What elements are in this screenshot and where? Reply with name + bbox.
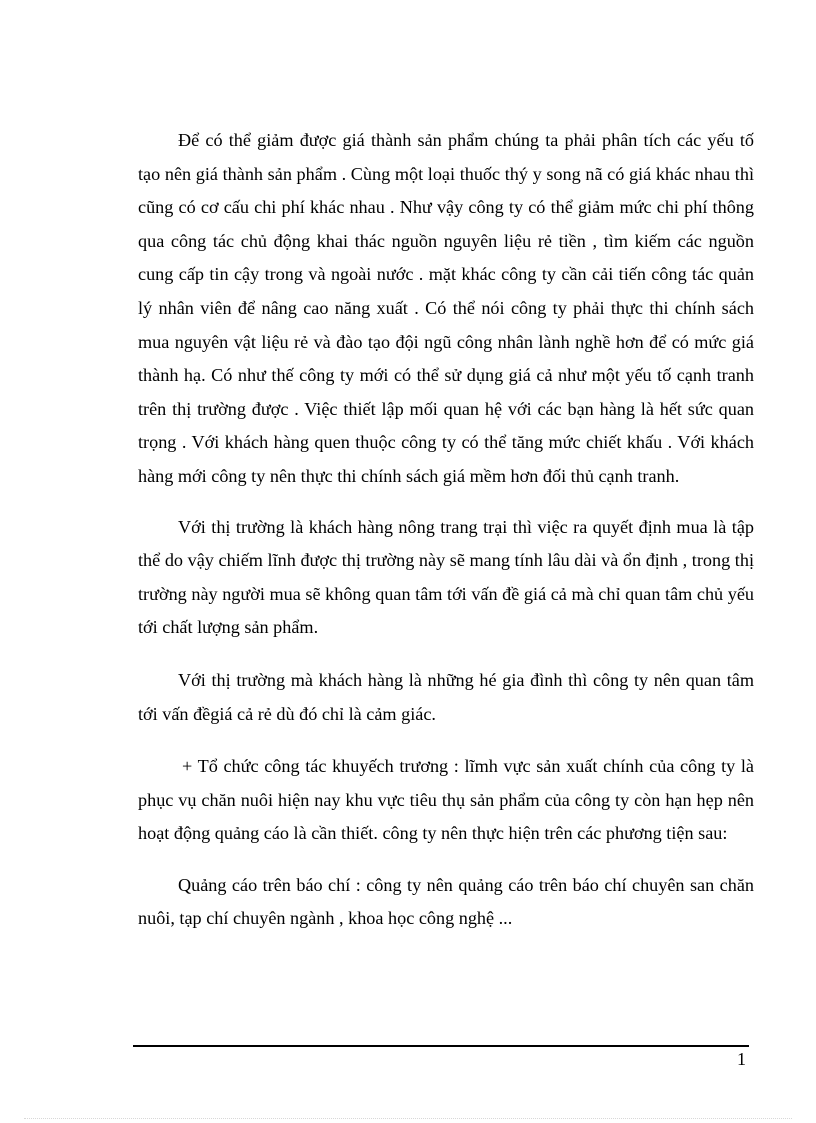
footer-divider — [133, 1045, 749, 1047]
document-body — [138, 124, 754, 936]
paragraph-price-reduction: Để có thể giảm được giá thành sản phẩm chúng ta phải phân tích các yếu tố tạo nên giá thành sản phẩm . Cùng một loại thuốc thý y song nã có giá khác nhau thì cũng có cơ cấu chi phí khác nhau . Như vậy công ty có thể giảm mức chi phí thông qua công tác chủ động khai thác nguồn nguyên liệu rẻ tiền , tìm kiếm các nguồn cung cấp tin cậy trong và ngoài nước . mặt khác công ty cần cải tiến công tác quản lý nhân viên để nâng cao năng xuất . Có thể nói công ty phải thực thi chính sách mua nguyên vật liệu rẻ và đào tạo đội ngũ công nhân lành nghề hơn để có mức giá thành hạ. Có như thế công ty mới có thể sử dụng giá cả như một yếu tố cạnh tranh trên thị trường được . Việc thiết lập mối quan hệ với các bạn hàng là hết sức quan trọng . Với khách hàng quen thuộc công ty có thể tăng mức chiết khấu . Với khách hàng mới công ty nên thực thi chính sách giá mềm hơn đối thủ cạnh tranh. — [138, 130, 754, 486]
paragraph-newspaper-ads: Quảng cáo trên báo chí : công ty nên quảng cáo trên báo chí chuyên san chăn nuôi, tạp chí chuyên ngành , khoa học công nghệ ... — [138, 874, 754, 929]
page-bottom-edge — [24, 1118, 792, 1119]
paragraph-promotion: + Tổ chức công tác khuyếch trương : lĩmh vực sản xuất chính của công ty là phục vụ chăn nuôi hiện nay khu vực tiêu thụ sản phẩm của công ty còn hạn hẹp nên hoạt động quảng cáo là cần thiết. công ty nên thực hiện trên các phương tiện sau: — [138, 756, 754, 844]
paragraph-household-market: Với thị trường mà khách hàng là những hé gia đình thì công ty nên quan tâm tới vấn đềgiá cả rẻ dù đó chỉ là cảm giác. — [138, 669, 754, 724]
paragraph-farm-market: Với thị trường là khách hàng nông trang trại thì việc ra quyết định mua là tập thể do vậy chiếm lĩnh được thị trường này sẽ mang tính lâu dài và ổn định , trong thị trường này người mua sẽ không quan tâm tới vấn đề giá cả mà chỉ quan tâm chủ yếu tới chất lượng sản phẩm. — [138, 516, 754, 638]
page-number: 1 — [737, 1049, 746, 1069]
